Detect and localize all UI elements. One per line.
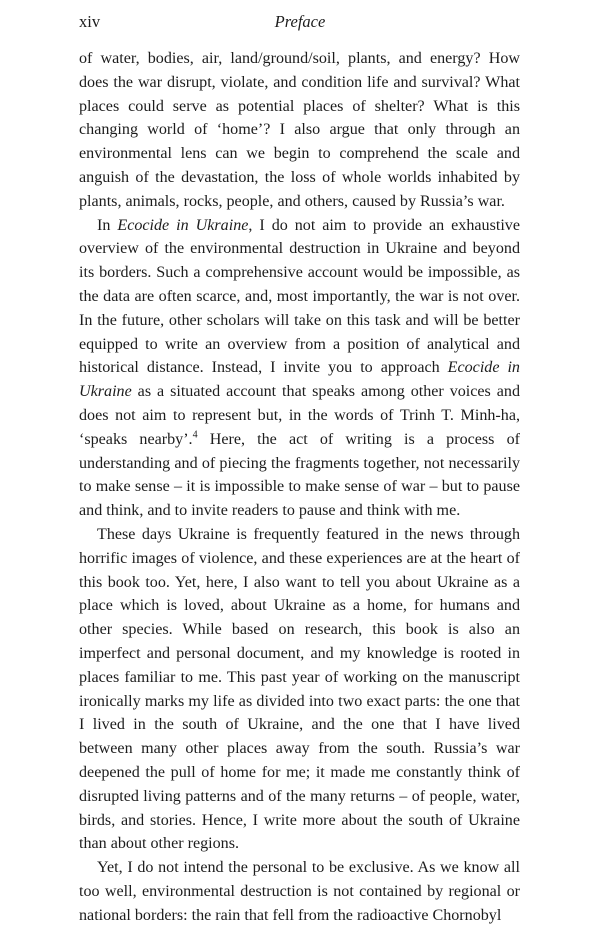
body-text bbox=[79, 47, 520, 927]
running-head bbox=[79, 12, 521, 36]
text-run: Yet, I do not intend the personal to be exclusive. As we know all too well, environmental destruction is not contained by regional or national borders: the rain that fell from the radioactive Chornobyl bbox=[79, 859, 520, 924]
text-run: In bbox=[97, 216, 118, 234]
text-run: These days Ukraine is frequently featured in the news through horrific images of violence, and these experiences are at the heart of this book too. Yet, here, I also want to tell you about Ukraine as a place which is loved, about Ukraine as a home, for humans and other species. While based on research, this book is also an imperfect and personal document, and my knowledge is rooted in places familiar to me. This past year of working on the manuscript ironically marks my life as divided into two exact parts: the one that I lived in the south of Ukraine, and the one that I have lived between many other places away from the south. Russia’s war deepened the pull of home for me; it made me constantly think of disrupted living patterns and of the many returns – of people, water, birds, and stories. Hence, I write more about the south of Ukraine than about other regions. bbox=[79, 525, 520, 853]
paragraph bbox=[79, 856, 520, 927]
page-number: xiv bbox=[79, 12, 101, 31]
paragraph bbox=[79, 47, 520, 214]
book-title: Ecocide in Ukraine bbox=[79, 359, 520, 401]
paragraph bbox=[79, 214, 520, 523]
text-run: of water, bodies, air, land/ground/soil, plants, and energy? How does the war disrupt, violate, and condition life and survival? What places could serve as potential places of shelter? What is this changing world of ‘home’? I also argue that only through an environmental lens can we begin to comprehend the scale and anguish of the devastation, the loss of whole worlds inhabited by plants, animals, rocks, people, and others, caused by Russia’s war. bbox=[79, 50, 520, 210]
text-run: Here, the act of writing is a process of understanding and of piecing the fragments together, not necessarily to make sense – it is impossible to make sense of war – but to pause and think, and to invite readers to pause and think with me. bbox=[79, 430, 520, 520]
text-run: as a situated account that speaks among other voices and does not aim to represent but, in the words of Trinh T. Minh-ha, ‘speaks nearby’. bbox=[79, 383, 520, 448]
paragraph bbox=[79, 523, 520, 856]
book-title: Ecocide in Ukraine bbox=[117, 216, 249, 234]
running-title: Preface bbox=[274, 12, 326, 31]
text-run: , I do not aim to provide an exhaustive overview of the environmental destruction in Ukraine and beyond its borders. Such a comprehensive account would be impossible, as the data are often scarce, and, most importantly, the war is not over. In the future, other scholars will take on this task and will be better equipped to write an overview from a position of analytical and historical distance. Instead, I invite you to approach bbox=[79, 216, 520, 377]
footnote-marker: 4 bbox=[192, 429, 198, 441]
